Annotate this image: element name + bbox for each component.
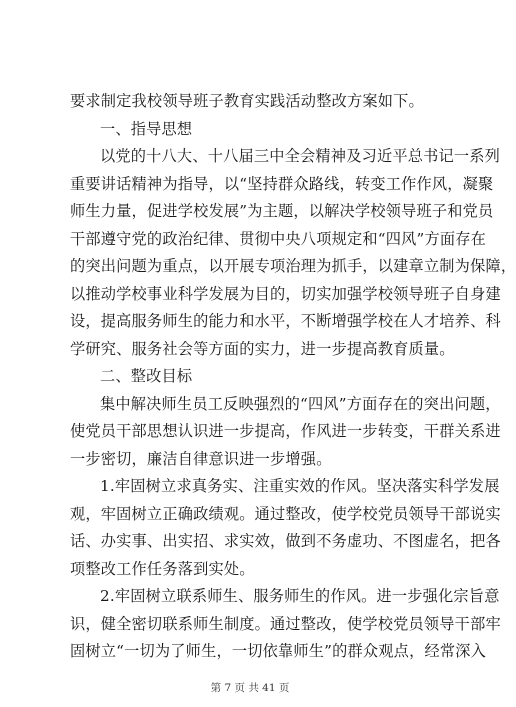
text-line: 2.牢固树立联系师生、服务师生的作风。进一步强化宗旨意 [100,587,500,605]
text-line: 一步密切，廉洁自律意识进一步增强。 [70,449,332,468]
text-line: 观，牢固树立正确政绩观。通过整改，使学校党员领导干部说实 [70,504,501,523]
text-line: 1.牢固树立求真务实、注重实效的作风。坚决落实科学发展 [100,477,500,495]
page-number: 第 7 页 共 41 页 [210,682,290,694]
paragraph [70,391,501,474]
text-line: 使党员干部思想认识进一步提高，作风进一步转变，干群关系进 [70,422,501,440]
text-line: 干部遵守党的政治纪律、贯彻中央八项规定和“四风”方面存在 [70,229,487,248]
text-line: 以推动学校事业科学发展为目的，切实加强学校领导班子自身建 [70,284,501,303]
text-line: 学研究、服务社会等方面的实力，进一步提高教育质量。 [70,339,455,358]
text-line: 重要讲话精神为指导，以“坚持群众路线，转变工作作风，凝聚 [70,174,494,193]
document-body [70,88,516,666]
paragraph [70,143,516,363]
text-line: 识，健全密切联系师生制度。通过整改，使学校党员领导干部牢 [70,614,501,633]
paragraph [70,583,501,666]
text-line: 以党的十八大、十八届三中全会精神及习近平总书记一系列 [100,147,501,165]
text-line: 集中解决师生员工反映强烈的“四风”方面存在的突出问题， [100,394,501,413]
text-line: 设，提高服务师生的能力和水平，不断增强学校在人才培养、科 [70,312,501,330]
section-heading-guiding-ideology: 一、指导思想 [100,119,193,138]
text-line: 师生力量，促进学校发展”为主题，以解决学校领导班子和党员 [70,202,494,220]
text-line: 话、办实事、出实招、求实效，做到不务虚功、不图虚名，把各 [70,532,501,550]
paragraph [70,473,501,583]
text-line: 项整改工作任务落到实处。 [70,559,255,578]
intro-line: 要求制定我校领导班子教育实践活动整改方案如下。 [70,92,424,110]
text-line: 的突出问题为重点，以开展专项治理为抓手，以建章立制为保障， [70,257,516,275]
section-heading-rectification-goals: 二、整改目标 [100,367,193,385]
text-line: 固树立“一切为了师生，一切依靠师生”的群众观点，经常深入 [70,642,487,660]
